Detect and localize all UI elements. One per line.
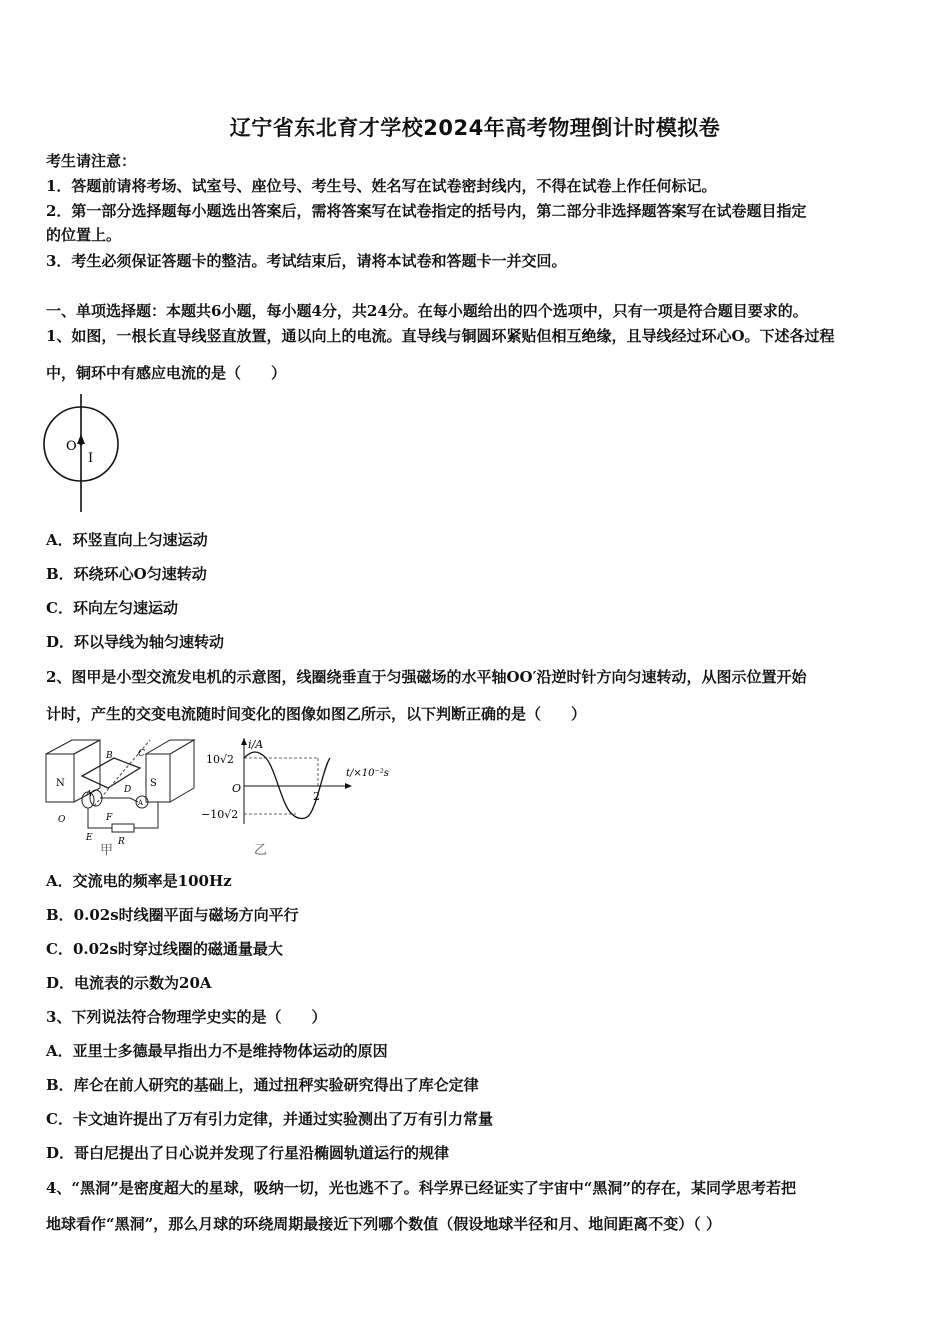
- q3-stem: 3、下列说法符合物理学史实的是（ ）: [46, 1008, 327, 1026]
- label-c: C: [138, 749, 145, 759]
- notice-heading: 考生请注意：: [46, 152, 137, 170]
- q2-option-c: C．0.02s时穿过线圈的磁通量最大: [46, 940, 283, 958]
- notice-item-2: 2．第一部分选择题每小题选出答案后，需将答案写在试卷指定的括号内，第二部分非选择题答案写在试卷题目指定: [46, 202, 807, 220]
- ring-center: [79, 442, 82, 445]
- q2-option-a: A．交流电的频率是100Hz: [46, 872, 232, 890]
- q2-figure-current-graph: [200, 736, 405, 858]
- q2-stem-line2: 计时，产生的交变电流随时间变化的图像如图乙所示，以下判断正确的是（ ）: [46, 705, 587, 723]
- label-d: D: [124, 785, 132, 795]
- q1-option-c: C．环向左匀速运动: [46, 599, 178, 617]
- notice-item-3: 3．考生必须保证答题卡的整洁。考试结束后，请将本试卷和答题卡一并交回。: [46, 252, 567, 270]
- label-o: O: [58, 815, 66, 825]
- q4-stem-line2: 地球看作“黑洞”，那么月球的环绕周期最接近下列哪个数值（假设地球半径和月、地间距离不变）（ ）: [46, 1215, 721, 1233]
- x-axis-arrow-icon: [345, 783, 352, 789]
- q1-figure-ring-wire: [36, 392, 136, 514]
- label-f: F: [106, 813, 113, 823]
- y-axis-label: i/A: [248, 738, 264, 751]
- current-label: I: [88, 451, 94, 466]
- q1-option-a: A．环竖直向上匀速运动: [46, 531, 208, 549]
- q4-stem-line1: 4、“黑洞”是密度超大的星球，吸纳一切，光也逃不了。科学界已经证实了宇宙中“黑洞”的存在，某同学思考若把: [46, 1179, 796, 1197]
- y-tick-top: 10√2: [206, 753, 235, 766]
- y-tick-bottom: −10√2: [201, 808, 239, 821]
- origin-label: O: [232, 782, 242, 795]
- caption-yi: 乙: [254, 843, 268, 858]
- q3-option-d: D．哥白尼提出了日心说并发现了行星沿椭圆轨道运行的规律: [46, 1144, 450, 1162]
- caption-jia: 甲: [100, 843, 114, 858]
- q1-option-d: D．环以导线为轴匀速转动: [46, 633, 225, 651]
- label-b: B: [106, 751, 113, 761]
- q1-option-b: B．环绕环心O匀速转动: [46, 565, 207, 583]
- notice-item-1: 1．答题前请将考场、试室号、座位号、考生号、姓名写在试卷密封线内，不得在试卷上作任何标记。: [46, 177, 717, 195]
- q1-stem-line1: 1、如图，一根长直导线竖直放置，通以向上的电流。直导线与铜圆环紧贴但相互绝缘，且导线经过环心O。下述各过程: [46, 327, 835, 345]
- q3-option-c: C．卡文迪许提出了万有引力定律，并通过实验测出了万有引力常量: [46, 1110, 493, 1128]
- q1-stem-line2: 中，铜环中有感应电流的是（ ）: [46, 364, 287, 382]
- q3-option-a: A．亚里士多德最早指出力不是维持物体运动的原因: [46, 1042, 388, 1060]
- q2-figure-generator: [42, 736, 202, 858]
- q2-stem-line1: 2、图甲是小型交流发电机的示意图，线圈绕垂直于匀强磁场的水平轴OO′沿逆时针方向匀速转动，从图示位置开始: [46, 668, 807, 686]
- label-n: N: [56, 778, 65, 789]
- label-s: S: [150, 778, 157, 789]
- resistor-icon: [112, 824, 134, 832]
- label-e: E: [86, 833, 93, 843]
- notice-item-2-cont: 的位置上。: [46, 226, 122, 244]
- q2-option-b: B．0.02s时线圈平面与磁场方向平行: [46, 906, 299, 924]
- x-tick-2: 2: [313, 790, 320, 803]
- x-axis-label: t/×10⁻²s: [346, 768, 389, 779]
- ammeter-label: A: [138, 799, 144, 807]
- y-axis-arrow-icon: [241, 738, 247, 745]
- ring-center-label: O: [66, 439, 77, 454]
- label-a-vertex: A: [86, 789, 92, 798]
- current-sine-curve: [244, 752, 330, 819]
- section-heading: 一、单项选择题：本题共6小题，每小题4分，共24分。在每小题给出的四个选项中，只有一项是符合题目要求的。: [46, 302, 808, 320]
- q2-option-d: D．电流表的示数为20A: [46, 974, 212, 992]
- q3-option-b: B．库仑在前人研究的基础上，通过扭秤实验研究得出了库仑定律: [46, 1076, 479, 1094]
- page-title: 辽宁省东北育才学校2024年高考物理倒计时模拟卷: [229, 116, 721, 140]
- label-r: R: [118, 837, 125, 847]
